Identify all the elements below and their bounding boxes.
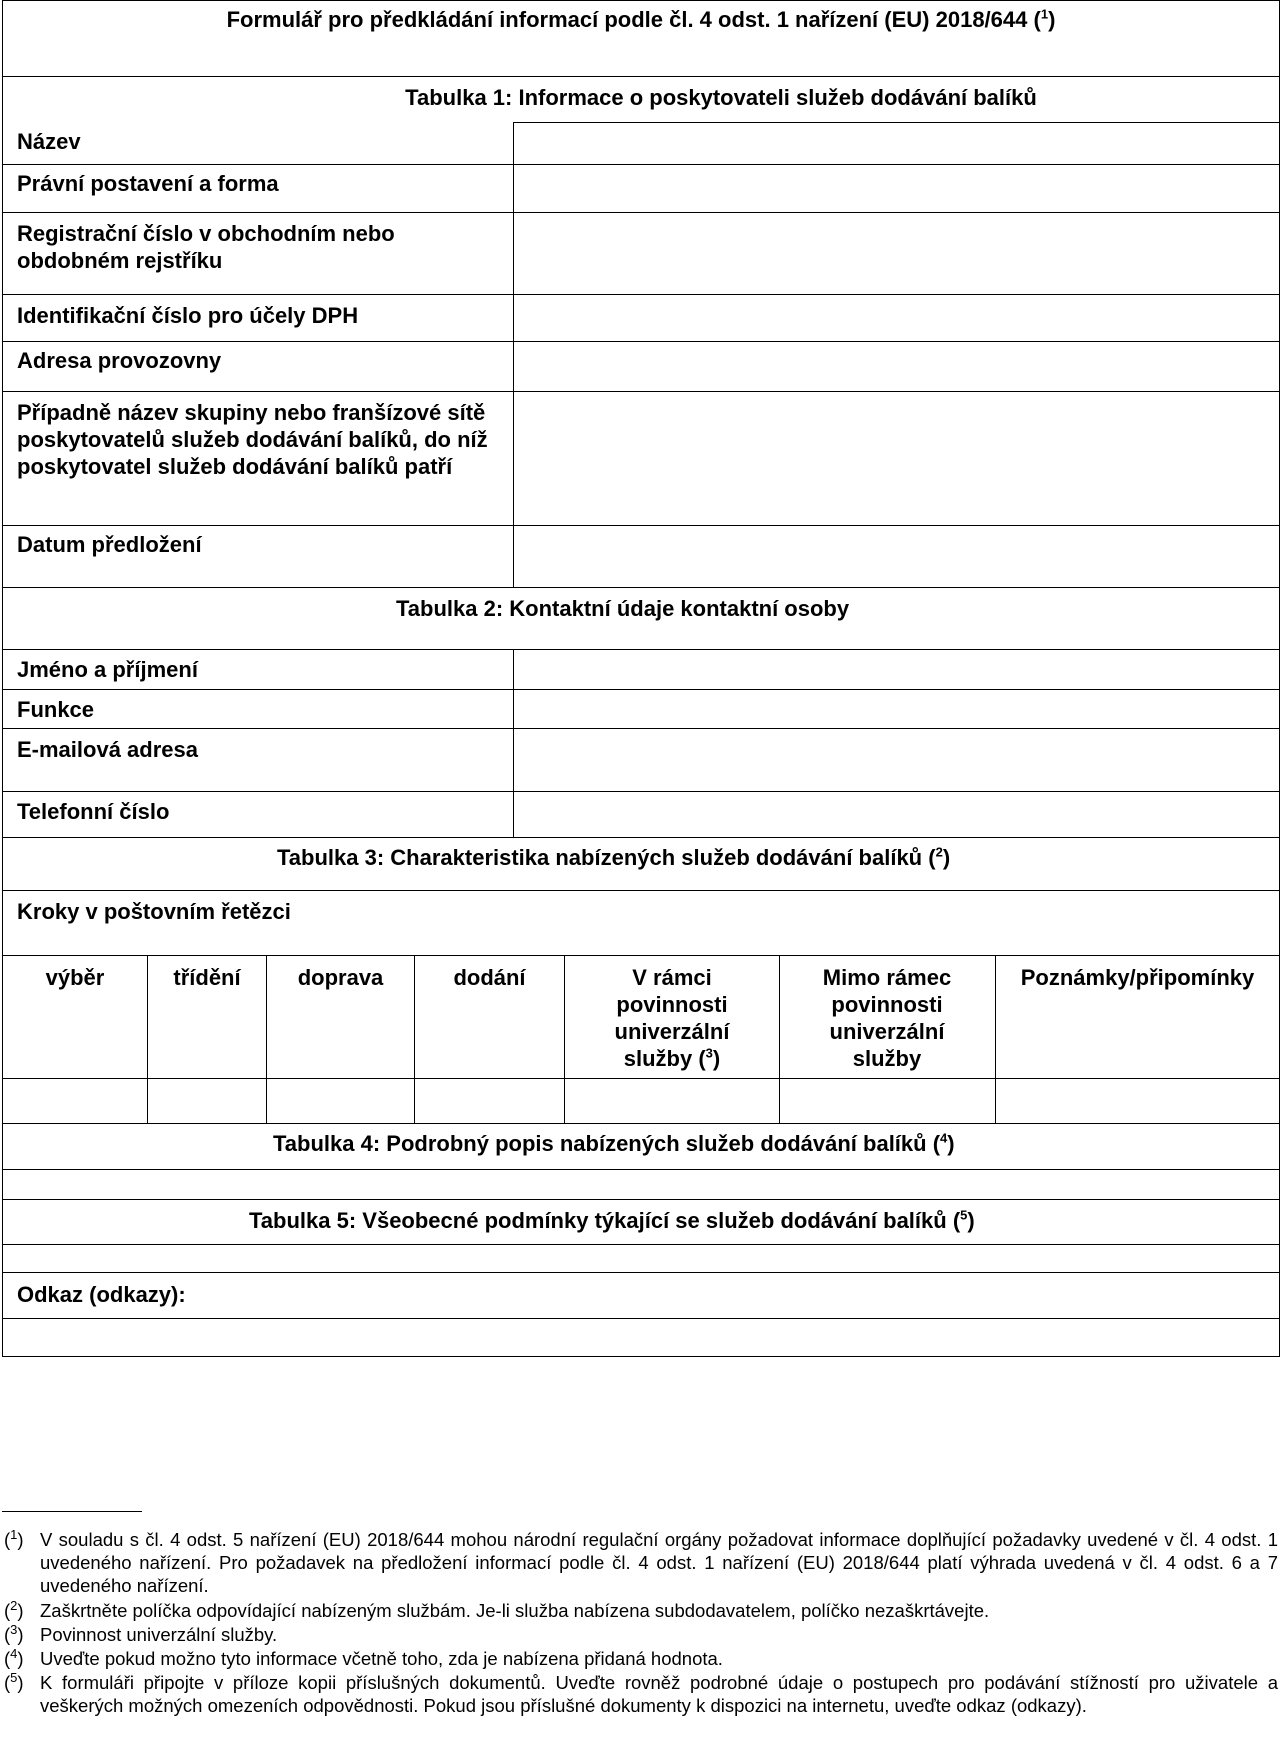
value-field-telefon[interactable] xyxy=(514,792,1279,837)
rule xyxy=(2,890,1280,891)
steps-label: Kroky v poštovním řetězci xyxy=(17,899,291,924)
footnote-number: ($^3$) xyxy=(4,1621,24,1645)
rule xyxy=(2,1199,1280,1200)
rule xyxy=(2,76,1280,77)
checkbox-cell-poznamky[interactable] xyxy=(996,1079,1279,1123)
column-header-vyber: výběr xyxy=(45,965,105,990)
checkbox-cell-v-ramci-pus[interactable] xyxy=(565,1079,779,1123)
rule xyxy=(2,1272,1280,1273)
footnote-number: ($^5$) xyxy=(4,1669,24,1693)
row-label-adresa: Adresa provozovny xyxy=(17,348,222,373)
checkbox-cell-dodani[interactable] xyxy=(415,1079,564,1123)
row-label-dic: Identifikační číslo pro účely DPH xyxy=(17,303,359,328)
footnote-number: ($^1$) xyxy=(4,1526,24,1550)
column-header-v-ramci-pus: V rámci povinnosti univerzální služby ($^3$) xyxy=(614,965,730,1071)
footnote-text: V souladu s čl. 4 odst. 5 nařízení (EU) 2018/644 mohou národní regulační orgány požadovat informace doplňující požadavky uvedené v čl. 4 odst. 1 uvedeného nařízení. Pro požadavek na předložení informací podle čl. 4 odst. 1 nařízení (EU) 2018/644 platí výhrada uvedená v čl. 4 odst. 6 a 7 uvedeného nařízení. xyxy=(40,1529,1278,1596)
row-label-funkce: Funkce xyxy=(17,697,95,722)
footnote-text: K formuláři připojte v příloze kopii příslušných dokumentů. Uveďte rovněž podrobné údaje o postupech pro podávání stížností pro uživatele a veškerých možných omezeních odpovědnosti. Pokud jsou příslušné dokumenty k dispozici na internetu, uveďte odkaz (odkazy). xyxy=(40,1672,1278,1716)
row-label-skupina: Případně název skupiny nebo franšízové sítě poskytovatelů služeb dodávání balíků, do níž poskytovatel služeb dodávání balíků patří xyxy=(17,400,488,479)
row-label-telefon: Telefonní číslo xyxy=(17,799,170,824)
row-label-registracni-cislo: Registrační číslo v obchodním nebo obdobném rejstříku xyxy=(17,221,395,273)
table2-title: Tabulka 2: Kontaktní údaje kontaktní osoby xyxy=(396,596,850,621)
footnote-text: Uveďte pokud možno tyto informace včetně toho, zda je nabízena přidaná hodnota. xyxy=(40,1648,723,1669)
row-label-jmeno: Jméno a příjmení xyxy=(17,657,198,682)
row-label-email: E-mailová adresa xyxy=(17,737,198,762)
row-label-pravni-postaveni: Právní postavení a forma xyxy=(17,171,279,196)
table1-title: Tabulka 1: Informace o poskytovateli služeb dodávání balíků xyxy=(405,85,1037,110)
column-header-dodani: dodání xyxy=(453,965,526,990)
table4-title: Tabulka 4: Podrobný popis nabízených služeb dodávání balíků ($^4$) xyxy=(273,1130,955,1156)
column-header-trideni: třídění xyxy=(173,965,241,990)
value-field-datum[interactable] xyxy=(514,526,1279,587)
table5-content-field[interactable] xyxy=(3,1245,1279,1272)
value-field-registracni-cislo[interactable] xyxy=(514,213,1279,294)
value-field-nazev-pravni[interactable] xyxy=(514,123,1279,213)
footnote-1 xyxy=(4,1528,1280,1598)
table-left-border xyxy=(2,0,3,1357)
checkbox-cell-vyber[interactable] xyxy=(3,1079,147,1123)
rule xyxy=(2,1356,1280,1357)
footnote-text: Povinnost univerzální služby. xyxy=(40,1624,278,1645)
value-field-skupina[interactable] xyxy=(514,392,1279,525)
table4-content-field[interactable] xyxy=(3,1170,1279,1199)
footnote-separator xyxy=(2,1511,142,1512)
rule xyxy=(2,837,1280,838)
row-label-datum: Datum předložení xyxy=(17,532,202,557)
footnote-number: ($^4$) xyxy=(4,1645,24,1669)
row-label-nazev: Název xyxy=(17,129,81,154)
reference-label: Odkaz (odkazy): xyxy=(17,1282,186,1307)
reference-field[interactable] xyxy=(3,1319,1279,1356)
value-field-email[interactable] xyxy=(514,729,1279,791)
column-header-poznamky: Poznámky/připomínky xyxy=(1020,965,1255,990)
rule xyxy=(2,587,1280,588)
checkbox-cell-mimo-ramec-pus[interactable] xyxy=(780,1079,995,1123)
checkbox-cell-trideni[interactable] xyxy=(148,1079,266,1123)
form-title: Formulář pro předkládání informací podle čl. 4 odst. 1 nařízení (EU) 2018/644 ($^1$) xyxy=(226,6,1056,32)
table-top-border xyxy=(2,0,1280,1)
footnote-text: Zaškrtněte políčka odpovídající nabízeným službám. Je-li služba nabízena subdodavatelem, políčko nezaškrtávejte. xyxy=(40,1600,990,1621)
rule xyxy=(2,955,1280,956)
footnote-number: ($^2$) xyxy=(4,1597,24,1621)
rule xyxy=(2,1123,1280,1124)
table5-title: Tabulka 5: Všeobecné podmínky týkající se služeb dodávání balíků ($^5$) xyxy=(249,1207,975,1233)
column-header-mimo-ramec-pus: Mimo rámec povinnosti univerzální služby xyxy=(822,965,952,1071)
column-header-doprava: doprava xyxy=(297,965,384,990)
checkbox-cell-doprava[interactable] xyxy=(267,1079,414,1123)
value-field-dic-adresa[interactable] xyxy=(514,295,1279,391)
table3-title: Tabulka 3: Charakteristika nabízených služeb dodávání balíků ($^2$) xyxy=(277,844,951,870)
value-field-jmeno-funkce[interactable] xyxy=(514,650,1279,728)
